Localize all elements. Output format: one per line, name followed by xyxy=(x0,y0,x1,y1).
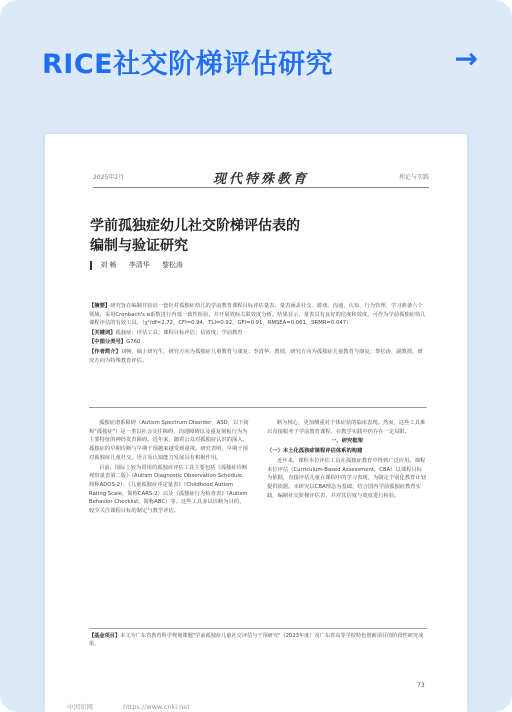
page-title: RICE社交阶梯评估研究 xyxy=(42,49,334,80)
author-bar-icon xyxy=(90,261,92,270)
body-column-right xyxy=(267,419,427,501)
article-title-line-1: 学前孤独症幼儿社交阶梯评估表的 xyxy=(90,218,300,234)
fund-note xyxy=(89,632,427,649)
author-info-label: 【作者简介】 xyxy=(89,348,121,355)
footer-source: 中国知网 xyxy=(67,703,93,711)
abstract-text: 研究旨在编制并验证一套针对孤独症幼儿的学前教育课程目标评估量表。量表涵盖社交、游戏、沟通、认知、行为管理、学习准备六个领域，采用Cronbach's α系数进行内部一致性检验，并开展效标关联效度分析。结果显示，量表具有良好的信度和效度，可作为学前孤独症幼儿课程评估的有效工具。（χ²/df=2.72，CFI=0.94，TLI=0.92，GFI=0.91，RMSEA=0.061，SRMR=0.047） xyxy=(89,303,426,327)
keywords-label: 【关键词】 xyxy=(89,329,116,336)
abstract-label: 【摘要】 xyxy=(89,303,111,309)
paragraph: 断为核心，更加侧重对个体症状的临床表现。然而，这些工具难以直接服务于学前教育课程，在教学实践中仍存在一定局限。 xyxy=(267,420,426,435)
author-info-text: 刘畅，硕士研究生，研究方向为孤独症儿童教育与康复；李清华，教授，研究方向为孤独症儿童教育与康复；黎松涛，副教授，研究方向为特殊教育评估。 xyxy=(89,348,423,364)
paragraph: 目前，国际上较为常用的孤独症评估工具主要包括《孤独症诊断观察量表第二版》（Autism Diagnostic Observation Schedule，简称ADOS-2）、《儿童孤独症评定量表》（Childhood Autism Rating Scale，简称CARS-2）以及《孤独症行为检查表》（Autism Behavior Checklist，简称ABC）等。这些工具多以诊断为目的，较少关注课程目标的制定与教学评估。 xyxy=(89,464,248,515)
page-footer xyxy=(67,702,218,711)
clc xyxy=(89,338,427,347)
header xyxy=(0,0,512,130)
article-title xyxy=(90,216,420,256)
divider xyxy=(89,407,427,408)
arrow-right-icon[interactable]: → xyxy=(454,42,478,75)
fund-label: 【基金项目】 xyxy=(89,633,121,639)
body-column-left xyxy=(89,419,249,517)
author-name: 李清华 xyxy=(128,261,150,269)
footer-link[interactable]: https://www.cnki.net xyxy=(123,703,190,711)
abstract-block xyxy=(89,302,427,366)
article-title-line-2: 编制与验证研究 xyxy=(90,238,188,254)
section-heading: 一、研究框架 xyxy=(331,438,363,445)
issue-date: 2025年2月 xyxy=(93,174,125,181)
page-number: 73 xyxy=(417,682,425,689)
clc-label: 【中图分类号】 xyxy=(89,339,127,346)
fund-text: 本文为广东省教育科学规划课题"学前孤独症儿童社交评估与干预研究"（2023年度）及广东省高等学校特色创新项目的阶段性研究成果。 xyxy=(89,633,424,648)
paragraph: 孤独症谱系障碍（Autism Spectrum Disorder，ASD，以下简称"孤独症"）是一类以社会交往障碍、沟通障碍以及重复刻板行为为主要特征的神经发育障碍。近年来，随着公众对孤独症认识的深入，孤独症的早期诊断与早期干预越来越受到重视。研究表明，早期干预对孤独症儿童社交、语言及认知能力发展具有积极作用。 xyxy=(89,420,249,461)
paragraph: 近年来，课程本位评估工具在孤独症教育中得到广泛应用。课程本位评估（Curriculum-Based Assessment，CBA）以课程目标为依据，直接评估儿童在课程中的学习表现，为制定个别化教育计划提供依据。本研究以CBA理念为基础，结合国内学前孤独症教育实践，编制社交阶梯评估表，并对其信度与效度进行检验。 xyxy=(267,457,426,499)
author-info xyxy=(89,348,427,365)
divider xyxy=(93,187,429,188)
keywords xyxy=(89,329,427,338)
section-label: 理论与实践 xyxy=(398,174,429,181)
paper-page xyxy=(45,134,467,712)
divider xyxy=(89,628,427,629)
keywords-text: 孤独症；评估工具；课程目标评估；信效度；学前教育 xyxy=(115,329,243,336)
clc-text: G760 xyxy=(126,339,141,346)
subsection-heading: （一）本土化孤独症课程评估体系的构建 xyxy=(267,448,363,455)
author-list xyxy=(90,260,193,270)
journal-header xyxy=(93,168,429,188)
author-name: 刘 畅 xyxy=(100,261,117,269)
journal-logo: 现代特殊教育 xyxy=(213,172,310,187)
author-name: 黎松涛 xyxy=(161,261,183,269)
abstract xyxy=(89,302,427,328)
